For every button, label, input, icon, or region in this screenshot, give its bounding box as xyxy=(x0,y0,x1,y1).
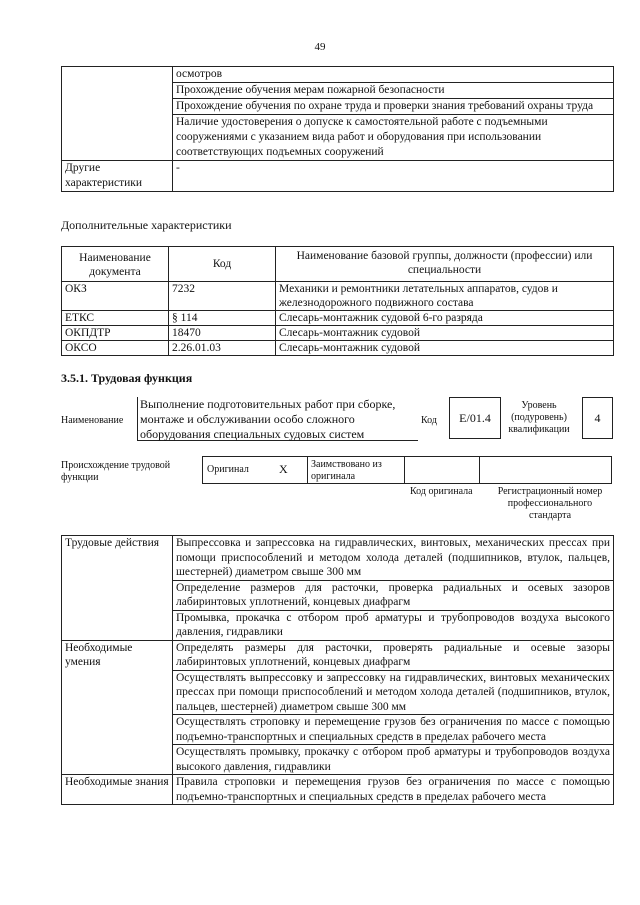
function-details-table xyxy=(61,535,614,805)
table-cell: Осуществлять выпрессовку и запрессовку на гидравлических, винтовых механических прессах при помощи приспособлений и методом холода деталей (подшипников, втулок, пальцев, шестерней) диаметром свыше 300 мм xyxy=(173,670,614,715)
row-label: Необходимые знания xyxy=(62,775,173,805)
table-row xyxy=(62,326,614,341)
requirement-line: Прохождение обучения по охране труда и проверки знания требований охраны труда xyxy=(173,99,613,115)
page-number: 49 xyxy=(314,41,326,53)
table-cell: Осуществлять строповку и перемещение грузов без ограничения по массе с помощью подъемно-транспортных и специальных средств в пределах рабочего места xyxy=(173,715,614,745)
level-value: 4 xyxy=(582,397,613,439)
row-label xyxy=(62,67,173,161)
code-original-label: Код оригинала xyxy=(410,486,473,497)
table-cell: 7232 xyxy=(169,282,276,311)
reg-number-label: Регистрационный номер профессионального стандарта xyxy=(497,486,603,521)
level-label: Уровень (подуровень) квалификации xyxy=(508,400,570,435)
requirement-line: Наличие удостоверения о допуске к самостоятельной работе с подъемными сооружениями с указанием вида работ и оборудования при использовании соответствующих подъемных сооружений xyxy=(176,116,548,158)
table-cell: ОКПДТР xyxy=(62,326,169,341)
table-cell: § 114 xyxy=(169,311,276,326)
row-label: Необходимые умения xyxy=(62,640,173,775)
borrowed-label: Заимствовано из оригинала xyxy=(311,459,382,482)
function-code-value: E/01.4 xyxy=(449,397,501,439)
table-header-row xyxy=(62,247,614,282)
table-cell: Осуществлять промывку, прокачку с отбором проб арматуры и трубопроводов воздуха высокого давления, гидравлики xyxy=(173,745,614,775)
table-cell: ОКЗ xyxy=(62,282,169,311)
name-label: Наименование xyxy=(61,415,124,426)
row-value: - xyxy=(173,161,614,192)
column-header: Наименование документа xyxy=(62,247,169,282)
table-row xyxy=(62,161,614,192)
function-title: 3.5.1. Трудовая функция xyxy=(61,371,193,385)
divider xyxy=(479,457,480,483)
table-row xyxy=(62,311,614,326)
code-label: Код xyxy=(421,415,437,426)
divider xyxy=(404,457,405,483)
requirement-line: Прохождение обучения мерам пожарной безопасности xyxy=(173,83,613,99)
table-cell: Слесарь-монтажник судовой xyxy=(276,341,614,356)
table-row xyxy=(62,536,614,581)
table-cell: 2.26.01.03 xyxy=(169,341,276,356)
table-cell: Правила строповки и перемещения грузов без ограничения по массе с помощью подъемно-транспортных и специальных средств в пределах рабочего места xyxy=(173,775,614,805)
row-values xyxy=(173,67,614,161)
table-cell: Определение размеров для расточки, проверка радиальных и осевых зазоров лабиринтовых уплотнений, концевых диафрагм xyxy=(173,580,614,610)
table-cell: Слесарь-монтажник судовой 6-го разряда xyxy=(276,311,614,326)
additional-characteristics-table xyxy=(61,246,614,356)
column-header: Наименование базовой группы, должности (профессии) или специальности xyxy=(276,247,614,282)
table-cell: Выпрессовка и запрессовка на гидравлических, винтовых, механических прессах при помощи приспособлений и методом холода деталей (подшипников, втулок, пальцев, шестерней) диаметром свыше 300 мм xyxy=(173,536,614,581)
column-header: Код xyxy=(169,247,276,282)
divider xyxy=(307,457,308,483)
table-cell: ОКСО xyxy=(62,341,169,356)
table-cell: Механики и ремонтники летательных аппаратов, судов и железнодорожного подвижного состава xyxy=(276,282,614,311)
table-cell: Слесарь-монтажник судовой xyxy=(276,326,614,341)
origin-label: Происхождение трудовой функции xyxy=(61,460,171,483)
origin-row xyxy=(202,456,612,484)
table-row xyxy=(62,341,614,356)
row-label: Другие характеристики xyxy=(62,161,173,192)
function-name-value: Выполнение подготовительных работ при сборке, монтаже и обслуживании особо сложного оборудования специальных судовых систем xyxy=(137,397,418,441)
table-row xyxy=(62,640,614,670)
requirement-line: осмотров xyxy=(173,67,613,83)
table-row xyxy=(62,775,614,805)
table-cell: Промывка, прокачка с отбором проб арматуры и трубопроводов воздуха высокого давления, гидравлики xyxy=(173,610,614,640)
table-row xyxy=(62,282,614,311)
table-cell: 18470 xyxy=(169,326,276,341)
row-label: Трудовые действия xyxy=(62,536,173,641)
top-requirements-table xyxy=(61,66,614,192)
table-cell: ЕТКС xyxy=(62,311,169,326)
table-row xyxy=(62,67,614,161)
original-mark: X xyxy=(279,462,288,476)
original-label: Оригинал xyxy=(207,464,249,475)
table-cell: Определять размеры для расточки, проверять радиальные и осевые зазоры лабиринтовых уплотнений, концевых диафрагм xyxy=(173,640,614,670)
additional-characteristics-title: Дополнительные характеристики xyxy=(61,218,232,232)
